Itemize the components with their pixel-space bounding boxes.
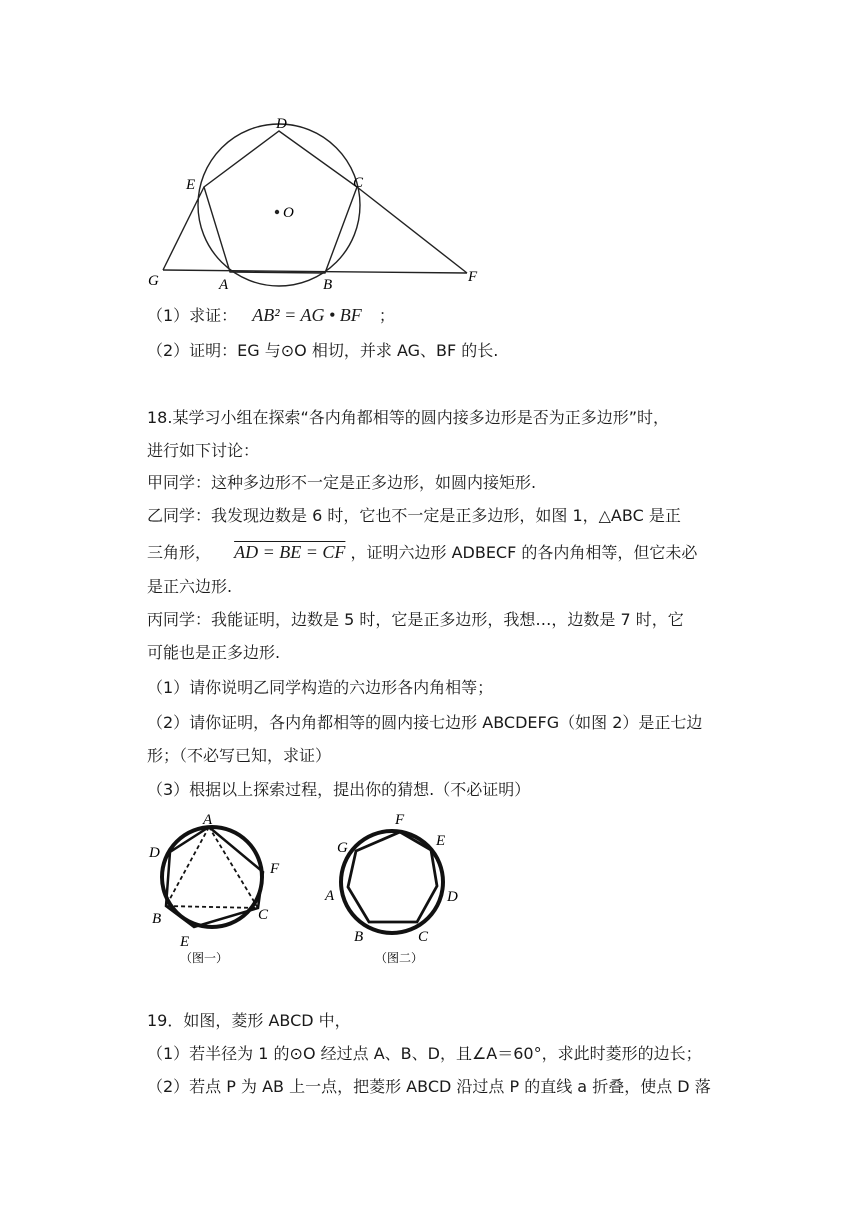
q18-line7: 丙同学：我能证明，边数是 5 时，它是正多边形，我想…，边数是 7 时，它 — [147, 610, 684, 629]
geometry-figure-2 — [145, 808, 465, 968]
circle-o — [198, 124, 360, 286]
q18-vector-formula: AD = BE = CF — [234, 542, 346, 562]
q18-line5-suffix: ，证明六边形 ADBECF 的各内角相等，但它未必 — [350, 543, 698, 562]
right-label-e: E — [436, 833, 446, 849]
q18-line6: 是正六边形. — [147, 577, 233, 596]
left-label-d: D — [149, 845, 160, 861]
q19-part1: （1）若半径为 1 的⊙O 经过点 A、B、D，且∠A＝60°，求此时菱形的边长； — [147, 1044, 702, 1063]
q18-part2-line2: 形；（不必写已知，求证） — [147, 746, 332, 765]
label-g: G — [148, 273, 159, 289]
center-dot — [275, 210, 279, 214]
label-c: C — [353, 175, 364, 191]
label-b: B — [323, 277, 333, 293]
heptagon-abcdefg — [348, 832, 437, 922]
label-o: O — [283, 205, 294, 221]
q19-part2: （2）若点 P 为 AB 上一点，把菱形 ABCD 沿过点 P 的直线 a 折叠，使点 D 落 — [147, 1077, 711, 1096]
right-circle — [341, 831, 446, 933]
q18-part2-line1: （2）请你证明，各内角都相等的圆内接七边形 ABCDEFG（如图 2）是正七边 — [147, 713, 703, 732]
q18-part3: （3）根据以上探索过程，提出你的猜想.（不必证明） — [147, 780, 531, 799]
right-label-d: D — [447, 889, 458, 905]
right-label-c: C — [418, 929, 429, 945]
q18-line3: 甲同学：这种多边形不一定是正多边形，如圆内接矩形. — [147, 473, 537, 492]
q17-part1-formula: AB² = AG • BF — [252, 305, 362, 325]
right-caption: （图二） — [375, 951, 424, 965]
q18-line1: 18.某学习小组在探索“各内角都相等的圆内接多边形是否为正多边形”时， — [147, 408, 670, 427]
q17-part2: （2）证明：EG 与⊙O 相切，并求 AG、BF 的长. — [147, 341, 499, 360]
q17-part1 — [147, 304, 395, 327]
left-label-c: C — [258, 907, 269, 923]
q18-line2: 进行如下讨论： — [147, 441, 260, 460]
q18-part1: （1）请你说明乙同学构造的六边形各内角相等； — [147, 678, 494, 697]
label-d: D — [276, 116, 287, 132]
q17-part1-suffix: ； — [378, 306, 395, 325]
left-label-a: A — [203, 812, 213, 828]
left-label-f: F — [270, 861, 280, 877]
right-label-g: G — [337, 840, 348, 856]
q18-line8: 可能也是正多边形. — [147, 643, 281, 662]
pentagon-abcde — [204, 131, 357, 273]
q18-line5 — [147, 541, 697, 564]
q17-part1-prefix: （1）求证： — [147, 306, 238, 325]
q18-line4: 乙同学：我发现边数是 6 时，它也不一定是正多边形，如图 1，△ABC 是正 — [147, 506, 681, 525]
line-ge — [163, 187, 204, 270]
q18-line5-prefix: 三角形， — [147, 543, 212, 562]
left-label-e: E — [180, 934, 190, 950]
right-label-f: F — [395, 812, 405, 828]
line-cf — [357, 187, 467, 273]
right-label-b: B — [354, 929, 364, 945]
label-e: E — [186, 177, 196, 193]
right-label-a: A — [325, 888, 335, 904]
geometry-figure-1 — [140, 108, 490, 298]
left-caption: （图一） — [180, 951, 229, 965]
q19-line1: 19．如图，菱形 ABCD 中， — [147, 1011, 351, 1030]
label-f: F — [468, 269, 478, 285]
label-a: A — [219, 277, 229, 293]
left-label-b: B — [152, 911, 162, 927]
